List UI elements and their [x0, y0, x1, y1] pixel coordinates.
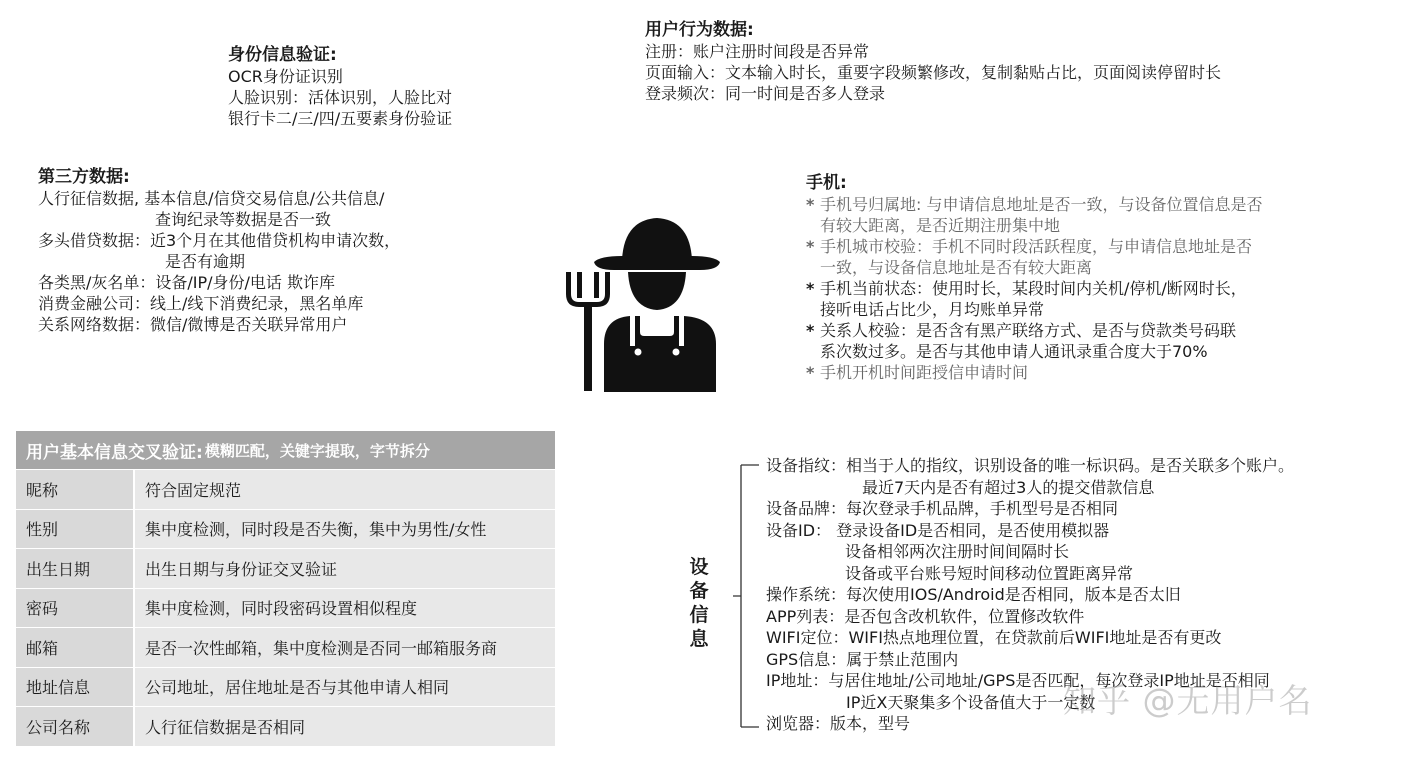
- phone-item: [806, 362, 1262, 383]
- third-party-data-block: [38, 166, 400, 335]
- zhihu-watermark: 知乎 @无用户名: [1063, 681, 1313, 720]
- user-behavior-block: [645, 19, 1221, 104]
- bullet-star: *: [806, 237, 815, 256]
- third-party-line: 多头借贷数据：近3个月在其他借贷机构申请次数，: [38, 231, 401, 250]
- field-name-cell: 邮箱: [16, 628, 135, 667]
- identity-title: 身份信息验证:: [228, 45, 337, 65]
- table-row: [16, 627, 555, 667]
- check-rule-cell: 集中度检测，同时段密码设置相似程度: [135, 589, 555, 628]
- field-name-cell: 地址信息: [16, 668, 135, 707]
- cross-verification-table: [16, 431, 555, 746]
- bullet-star: *: [806, 195, 815, 214]
- third-party-title: 第三方数据:: [38, 167, 130, 187]
- device-line: 设备或平台账号短时间移动位置距离异常: [845, 563, 1134, 583]
- phone-line: 一致，与设备信息地址是否有较大距离: [820, 258, 1093, 277]
- field-name-cell: 密码: [16, 589, 135, 628]
- check-rule-cell: 是否一次性邮箱，集中度检测是否同一邮箱服务商: [135, 628, 555, 667]
- device-bracket: [733, 455, 767, 735]
- device-line: WIFI定位：WIFI热点地理位置，在贷款前后WIFI地址是否有更改: [766, 628, 1222, 647]
- device-line: 设备指纹：相当于人的指纹，识别设备的唯一标识码。是否关联多个账户。: [766, 456, 1295, 475]
- device-line: 设备品牌：每次登录手机品牌，手机型号是否相同: [766, 499, 1119, 518]
- bullet-star: *: [806, 321, 815, 340]
- table-row: [16, 667, 555, 707]
- device-info-label: 设备信息: [689, 556, 709, 650]
- table-row: [16, 548, 555, 588]
- check-rule-cell: 人行征信数据是否相同: [135, 707, 555, 746]
- phone-line: 手机当前状态：使用时长，某段时间内关机/停机/断网时长，: [820, 279, 1247, 298]
- device-line: APP列表：是否包含改机软件，位置修改软件: [766, 606, 1085, 626]
- device-line: 设备相邻两次注册时间间隔时长: [845, 542, 1070, 561]
- identity-line: 银行卡二/三/四/五要素身份验证: [228, 109, 453, 128]
- field-name-cell: 性别: [16, 510, 135, 549]
- phone-item: [806, 278, 1262, 299]
- phone-line: 系次数过多。是否与其他申请人通讯录重合度大于70%: [820, 342, 1208, 361]
- phone-item: [806, 320, 1262, 341]
- phone-line: 接听电话占比少，月均账单异常: [820, 300, 1045, 319]
- behavior-line: 注册：账户注册时间段是否异常: [645, 42, 870, 61]
- phone-line: 关系人校验：是否含有黑产联络方式、是否与贷款类号码联: [820, 321, 1237, 340]
- third-party-line: 是否有逾期: [165, 252, 246, 271]
- field-name-cell: 公司名称: [16, 707, 135, 746]
- table-row: [16, 588, 555, 628]
- field-name-cell: 出生日期: [16, 549, 135, 588]
- phone-title: 手机:: [806, 173, 847, 193]
- identity-line: 人脸识别：活体识别，人脸比对: [228, 88, 453, 107]
- third-party-line: 消费金融公司：线上/线下消费纪录，黑名单库: [38, 294, 364, 313]
- device-line: 最近7天内是否有超过3人的提交借款信息: [862, 477, 1155, 497]
- behavior-title: 用户行为数据:: [645, 20, 754, 40]
- field-name-cell: 昵称: [16, 470, 135, 509]
- third-party-line: 人行征信数据, 基本信息/信贷交易信息/公共信息/: [38, 189, 385, 208]
- third-party-line: 各类黑/灰名单：设备/IP/身份/电话 欺诈库: [38, 273, 336, 292]
- behavior-line: 页面输入：文本输入时长，重要字段频繁修改，复制黏贴占比，页面阅读停留时长: [645, 63, 1222, 82]
- device-line: GPS信息：属于禁止范围内: [766, 649, 959, 669]
- device-line: 设备ID： 登录设备ID是否相同，是否使用模拟器: [766, 520, 1110, 540]
- third-party-line: 关系网络数据：微信/微博是否关联异常用户: [38, 315, 348, 334]
- device-line: IP近X天聚集多个设备值大于一定数: [846, 692, 1096, 712]
- phone-line: 手机号归属地: 与申请信息地址是否一致，与设备位置信息是否: [820, 195, 1263, 214]
- table-header-title: 用户基本信息交叉验证:: [26, 442, 203, 463]
- device-line: 浏览器：版本，型号: [766, 714, 911, 733]
- identity-verification-block: [228, 44, 452, 129]
- table-header: [16, 431, 555, 469]
- phone-item: [806, 236, 1262, 257]
- check-rule-cell: 符合固定规范: [135, 470, 555, 509]
- table-header-subtitle: 模糊匹配，关键字提取，字节拆分: [204, 441, 430, 460]
- table-row: [16, 469, 555, 509]
- check-rule-cell: 公司地址，居住地址是否与其他申请人相同: [135, 668, 555, 707]
- farmer-icon: [560, 212, 735, 392]
- third-party-line: 查询纪录等数据是否一致: [155, 210, 332, 229]
- identity-line: OCR身份证识别: [228, 67, 343, 86]
- check-rule-cell: 出生日期与身份证交叉验证: [135, 549, 555, 588]
- phone-line: 有较大距离，是否近期注册集中地: [820, 216, 1061, 235]
- phone-block: [806, 172, 1262, 383]
- behavior-line: 登录频次：同一时间是否多人登录: [645, 84, 886, 103]
- device-line: IP地址：与居住地址/公司地址/GPS是否匹配，每次登录IP地址是否相同: [766, 671, 1270, 690]
- table-row: [16, 509, 555, 549]
- phone-line: 手机开机时间距授信申请时间: [820, 363, 1029, 382]
- bullet-star: *: [806, 279, 815, 298]
- device-line: 操作系统：每次使用IOS/Android是否相同，版本是否太旧: [766, 585, 1181, 604]
- phone-line: 手机城市校验：手机不同时段活跃程度，与申请信息地址是否: [820, 237, 1253, 256]
- phone-item: [806, 194, 1262, 215]
- bullet-star: *: [806, 363, 815, 382]
- check-rule-cell: 集中度检测，同时段是否失衡，集中为男性/女性: [135, 510, 555, 549]
- table-row: [16, 706, 555, 746]
